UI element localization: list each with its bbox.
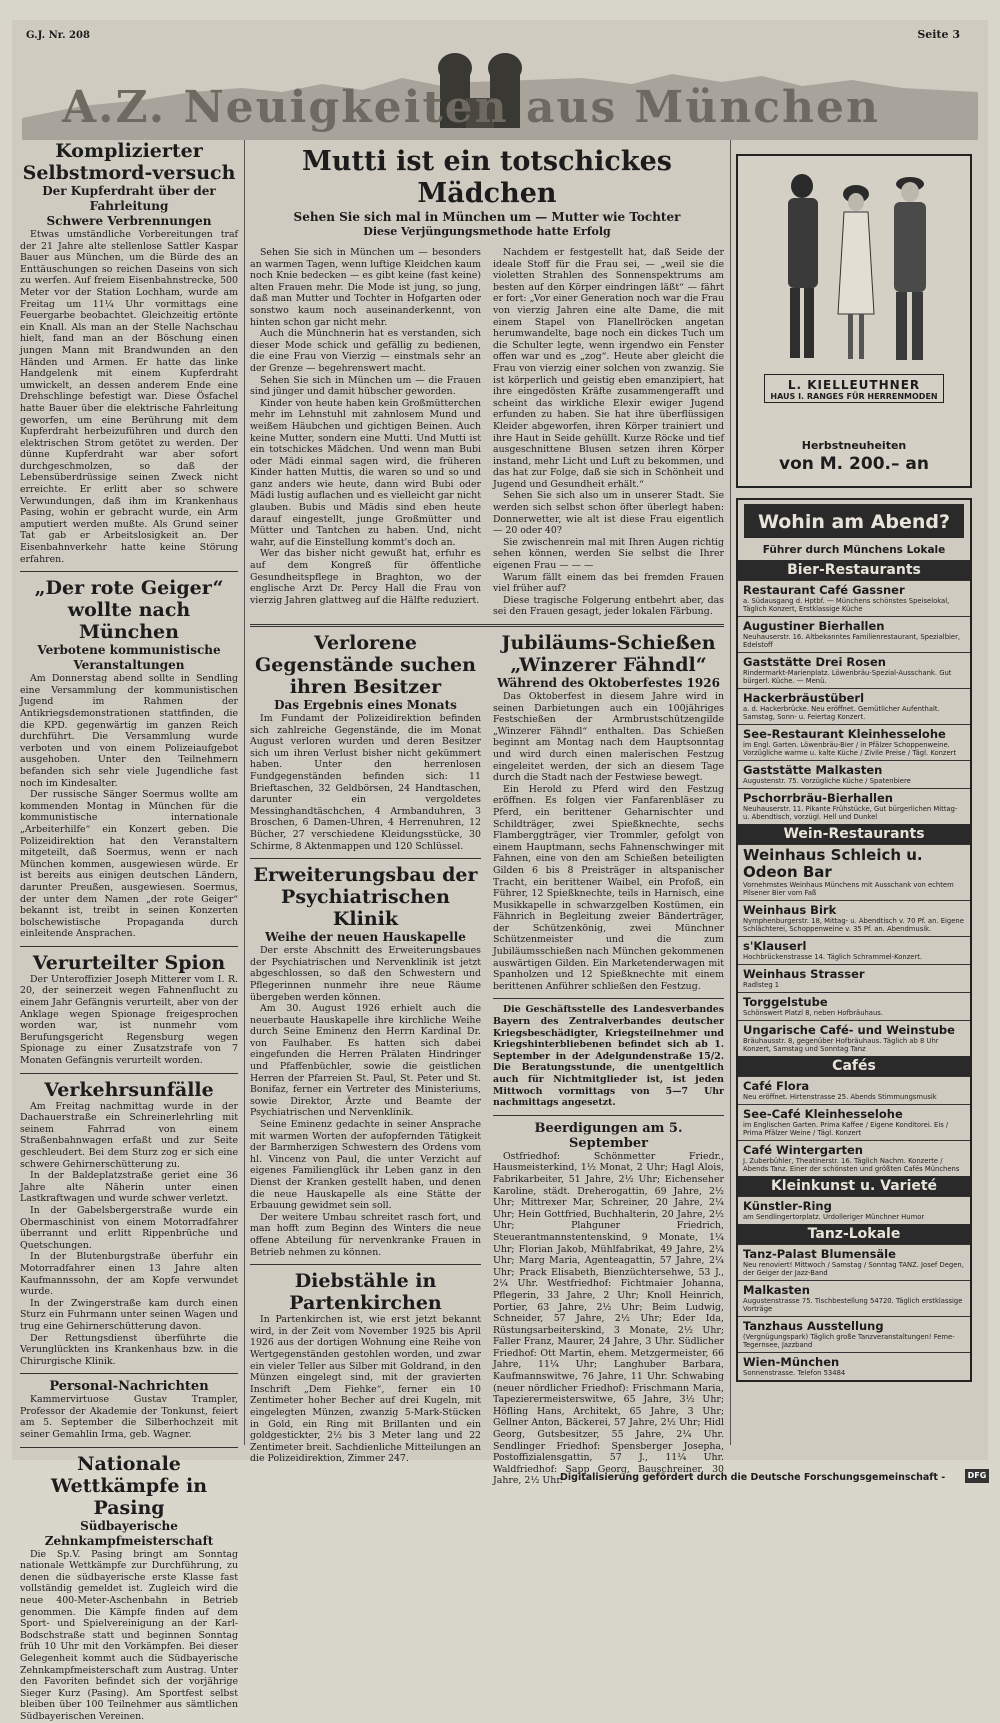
column-right [736,140,972,1382]
section-cafes: Cafés [738,1056,970,1076]
entry-desc: (Vergnügungspark) Täglich große Tanzveranstaltungen! Feme-Tegernsee, Jazzband [743,1333,955,1349]
article-paragraph: Nachdem er festgestellt hat, daß Seide der ideale Stoff für die Frau sei, — „weil sie die violetten Strahlen des Sonnenspektrums am besten auf den Körper eindringen läßt“ — fährt er fort: „Vor einer Generation noch war die Frau von vierzig Jahren eine alte Dame, die mit einem Stapel von Flanellröcken angetan herumwandelte, bage noch ein dickes Tuch um die Schulter legte, wenn irgendwo ein Fenster offen war und es „zog“. Heute aber gleicht die Frau von vierzig einer solchen von zwanzig. Sie ist körperlich und geistig eben emanzipiert, hat ihre eingedösten Kräfte zusammengerafft und scheint das wirkliche Elexir ewiger Jugend erfunden zu haben. Sie hat ihre überflüssigen Kleider abgeworfen, ihren Körper trainiert und ihre Haut in Seide gehüllt. Kurze Röcke und tief ausgeschnittene Blusen setzen ihren Körper instand, mehr Licht und Luft zu bekommen, und das hat zur Folge, daß sie sich in Schönheit und Jugend und Gesundheit erhält.“ [493,247,724,490]
divider [20,1073,238,1074]
article-paragraph: Am Freitag nachmittag wurde in der Dachauerstraße ein Schreinerlehrling mit seinem Fahrrad von einem Straßenbahnwagen erfaßt und zur Seite geschleudert. Bei dem Sturz zog er sich eine schwere Gehirnerschütterung zu. [20,1100,238,1170]
fashion-figures-illustration [752,164,958,374]
entry-desc: im Englischen Garten. Prima Kaffee / Eigene Konditorei. Eis / Prima Pfälzer Weine / Tägl. Konzert [743,1121,949,1137]
entry-name: Tanz-Palast Blumensäle [743,1247,896,1261]
column-center [250,140,724,1487]
entry-name: Wien-München [743,1355,840,1369]
entry-desc: Rindermarkt-Marienplatz. Löwenbräu-Spezial-Ausschank. Gut bürgerl. Küche. — Menü. [743,669,952,685]
article-paragraph: Kammervirtuose Gustav Trampler, Professor der Akademie der Tonkunst, feiert am 5. September die Silberhochzeit mit seiner Gemahlin Irma, geb. Wagner. [20,1394,238,1441]
article-paragraph: Ostfriedhof: Schönmetter Friedr., Hausmeisterkind, 1½ Monat, 2 Uhr; Hagl Alois, Fabrikarbeiter, 51 Jahre, 2½ Uhr; Eichenseher Karoline, städt. Dreherogattin, 69 Jahre, 2½ Uhr; Mittrexer Mar, Schreiner, 20 Jahre, 2¼ Uhr; Hein Gottfried, Buchhalterin, 20 Jahre, 2½ Uhr; Plahguner Friedrich, Steuerantmannstentenskind, 9 Monate, 1¼ Uhr; Florian Jakob, Mühlfabrikat, 49 Jahre, 2¼ Uhr; Marg Maria, Agenteagattin, 57 Jahre, 2¼ Uhr; Prack Elisabeth, Bienzüchtersehwe, 53 J., 2¼ Uhr. Westfriedhof: Fichtmaier Johanna, Pflegerin, 33 Jahre, 2 Uhr; Knoll Heinrich, Portier, 63 Jahre, 2½ Uhr; Beim Ludwig, Schneider, 57 Jahre, 2½ Uhr; Eder Ida, Rüstungsarbeiterskind, 3 Monate, 2½ Uhr; Faller Franz, Maurer, 24 Jahre, 3 Uhr. Südlicher Friedhof: Ott Martin, ehem. Metzgermeister, 66 Jahre, 11¼ Uhr; Langhuber Barbara, Kaufmannswitwe, 76 Jahre, 11 Uhr. Schwabing (neuer nördlicher Friedhof): Frischmann Maria, Tapezierermeisterswitwe, 65 Jahre, 3½ Uhr; Höfling Hans, Architekt, 65 Jahre, 3 Uhr; Gellner Anton, Bäckerei, 57 Jahre, 2½ Uhr; Hidl Georg, Gutsbesitzer, 55 Jahre, 2¼ Uhr. Sendlinger Friedhof: Spensberger Josepha, Postoffizialensgattin, 57 J., 11¼ Uhr. Waldfriedhof: Sapp Georg, Bauschreiner, 30 Jahre, 2½ Uhr. [493,1150,724,1487]
article-paragraph: Ein Herold zu Pferd wird den Festzug eröffnen. Es folgen vier Fanfarenbläser zu Pferd, ein berittener Geharnischter und Schildträger, zwei Spießknechte, sechs Flamberggträger, vier Trommler, gefolgt von einem Hauptmann, sechs Fahnenschwinger mit Fahnen, eine von den am Schießen beteiligten Gilden 6 bis 8 Preisträger in altspanischer Tracht, ein berittener Waibel, ein Profoß, ein Führer, 12 Spießknechte, teils in Harnisch, eine Musikkapelle in schwarzgelben Kostümen, ein Fähnrich in Begleitung zweier Bänderträger, der Schützenkönig, zwei Münchner Schützenmeister und die zum Jubiläumsschießen nach München gekommenen auswärtigen Gilden. Ein Marketenderwagen mit Spanholzen und 12 Spießknechte mit einem berittenen Anführer schließen den Festzug. [493,783,724,992]
subhead: Verbotene kommunistische Veranstaltungen [37,643,221,673]
subhead: Südbayerische Zehnkampfmeisterschaft [44,1518,214,1548]
divider [20,571,238,572]
entry-desc: Neu renoviert! Mittwoch / Samstag / Sonntag TANZ. Josef Degen, der Geiger der Jazz-Band [743,1261,964,1277]
divider [20,1447,238,1448]
entry-desc: Nymphenburgerstr. 18, Mittag- u. Abendtisch v. 70 Pf. an. Eigene Schlächterei, Schoppenweine v. 35 Pf. an. Abendmusik. [743,917,964,933]
ad-herbst-text: Herbstneuheiten [801,439,907,452]
headline-diebstaehle: Diebstähle in Partenkirchen [289,1270,442,1315]
guide-entry [738,936,970,964]
guide-entry [738,1140,970,1176]
guide-subtitle: Führer durch Münchens Lokale [762,544,946,556]
article-paragraph: In der Blutenburgstraße überfuhr ein Motorradfahrer einen 13 Jahre alten Kaufmannssohn, der am Kopfe verwundet wurde. [20,1251,238,1298]
guide-entry [738,1244,970,1280]
guide-entry [738,688,970,724]
article-paragraph: Sehen Sie sich in München um — die Frauen sind jünger und damit hübscher geworden. [250,374,481,398]
brand-subtitle: HAUS I. RANGES FÜR HERRENMODEN [770,392,938,401]
entry-desc: Radlsteg 1 [743,981,780,989]
entry-name: Restaurant Café Gassner [743,583,905,597]
entry-desc: J. Zuberbühler, Theatinerstr. 16. Täglich Nachm. Konzerte / Abends Tanz. Einer der schönsten und größten Cafés Münchens [743,1157,960,1173]
subhead: Diese Verjüngungsmethode hatte Erfolg [363,225,611,238]
subhead: Weihe der neuen Hauskapelle [265,930,466,945]
entry-desc: Hochbrückenstrasse 14. Täglich Schrammel-Konzert. [743,953,923,961]
article-paragraph: Die Sp.V. Pasing bringt am Sonntag nationale Wettkämpfe zur Durchführung, zu denen die südbayerische erste Klasse fast vollständig gemeldet ist. Zugleich wird die neue 400-Meter-Aschenbahn in Betrieb genommen. Die Kämpfe finden auf dem Sport- und Spielvereinigung an der Karl-Bodschstraße statt und beginnen Sonntag früh 10 Uhr mit den Vorkämpfen. Bei dieser Gelegenheit kommt auch die Südbayerische Zehnkampfmeisterschaft zum Austrag. Unter den Favoriten befindet sich der vorjährige Sieger Kurz (Pasing). Am Sportfest selbst bleiben über 100 Teilnehmer aus sämtlichen Südbayerischen Vereinen. [20,1548,238,1722]
guide-entry [738,992,970,1020]
headline-selbstmord: Komplizierter Selbstmord-versuch [22,140,236,184]
guide-entry [738,580,970,616]
entry-name: Augustiner Bierhallen [743,619,885,633]
subhead: Während des Oktoberfestes 1926 [497,676,720,690]
guide-entry [738,1196,970,1224]
guide-entry [738,788,970,824]
article-paragraph: Der Unteroffizier Joseph Mitterer vom I. R. 20, der seinerzeit wegen Fahnenflucht zu einem Jahr Gefängnis verurteilt, aber von der Anklage wegen Spionage freigesprochen worden war, ist nunmehr vom Berufungsgericht Regensburg wegen Spionage zu einer Zusatzstrafe von 7 Monaten Gefängnis verurteilt worden. [20,973,238,1067]
article-paragraph: Sehen Sie sich also um in unserer Stadt. Sie werden sich selbst schon öfter überlegt haben: Donnerwetter, wie alt ist diese Frau eigentlich — 20 oder 40? [493,490,724,537]
headline-wettkaempfe: Nationale Wettkämpfe in Pasing [50,1452,208,1519]
fashion-advertisement [736,154,972,488]
entry-name: Gaststätte Malkasten [743,763,883,777]
divider [250,1264,481,1265]
page-header-right: Seite 3 [917,28,960,41]
article-paragraph: In der Zwingerstraße kam durch einen Sturz ein Fuhrmann unter seinen Wagen und trug eine Gehirnerschütterung davon. [20,1297,238,1332]
article-paragraph: In der Gabelsbergerstraße wurde ein Obermaschinist von einem Motorradfahrer überrannt und erlitt Rippenbrüche und Quetschungen. [20,1204,238,1251]
entry-name: Torggelstube [743,995,828,1009]
column-left [20,140,238,1723]
banner-title: A.Z. Neuigkeiten aus München [62,82,880,133]
entry-desc: Bräuhausstr. 8, gegenüber Hofbräuhaus. Täglich ab 8 Uhr Konzert, Samstag und Sonntag Tanz [743,1037,939,1053]
guide-entry [738,964,970,992]
entry-name: Künstler-Ring [743,1199,832,1213]
headline-verkehrsunfaelle: Verkehrsunfälle [44,1078,214,1101]
entry-desc: im Engl. Garten. Löwenbräu-Bier / in Pfälzer Schoppenweine. Vorzügliche warme u. kalte Küche / Zivile Preise / Tägl. Konzert [743,741,957,757]
ad-price: von M. 200.– an [778,454,929,474]
entry-name: See-Restaurant Kleinhesselohe [743,727,946,741]
entry-name: See-Café Kleinhesselohe [743,1107,903,1121]
article-paragraph: Etwas umständliche Vorbereitungen traf der 21 Jahre alte stellenlose Sattler Kaspar Bauer aus München, um die Bürde des an Enttäuschungen so reichen Daseins von sich zu werfen. Auf freiem Eisenbahnstrecke, 500 Meter vor der Station Lochham, wurde am Freitag um 11¼ Uhr vormittags eine Feuergarbe beobachtet. Gleichzeitig ertönte ein Knall. Als man an der Stelle Nachschau hielt, fand man an der Böschung einen jungen Mann mit Brandwunden an den Händen und Armen. Er hatte das linke Handgelenk mit einem Kupferdraht umwickelt, an dessen anderem Ende eine Drehschlinge befestigt war. Diese Ösfachel hatte Bauer über die elektrische Fahrleitung geworfen, um eine Berührung mit dem Kupferdraht herbeizuführen und durch den elektrischen Strom getötet zu werden. Der dünne Kupferdraht war aber sofort durchgeschmolzen, so daß der Lebensüberdrüssige seinen Zweck nicht erreichte. Er erlitt aber so schwere Verwundungen, daß ihm im Krankenhaus Pasing, wohin er gebracht wurde, ein Arm amputiert werden mußte. Als Grund seiner Tat gab er Arbeitslosigkeit an. Der Eisenbahnverkehr hatte keine Störung erfahren. [20,229,238,565]
guide-entry [738,1104,970,1140]
entry-name: Café Wintergarten [743,1143,863,1157]
entry-desc: a. Südausgang d. Hptbf. — Münchens schönstes Speiselokal, Täglich Konzert, Erstklassige Küche [743,597,950,613]
article-paragraph: Der Rettungsdienst überführte die Verunglückten ins Krankenhaus bzw. in die Chirurgische Klinik. [20,1332,238,1367]
digitization-credit: Digitalisierung gefördert durch die Deutsche Forschungsgemeinschaft - [560,1472,946,1483]
entry-desc: am Sendlingertorplatz. Urdolleriger Münchner Humor [743,1213,925,1221]
guide-entry [738,1020,970,1056]
entry-name: Hackerbräustüberl [743,691,865,705]
restaurant-guide [736,498,972,1382]
guide-title: Wohin am Abend? [744,504,964,538]
divider [493,1115,724,1116]
article-paragraph: Diese tragische Folgerung entbehrt aber, das sei den Frauen gesagt, jeder lokalen Färbung. [493,594,724,618]
subhead: Schwere Verbrennungen [46,214,212,228]
entry-name: Café Flora [743,1079,810,1093]
guide-entry [738,1076,970,1104]
entry-name: Weinhaus Schleich u. Odeon Bar [743,846,923,881]
entry-desc: Schönswert Platzl 8, neben Hofbräuhaus. [743,1009,883,1017]
notice-paragraph: Die Geschäftsstelle des Landesverbandes Bayern des Zentralverbandes deutscher Kriegsbeschädigter, Kriegsteilnehmer und Kriegshinterbliebenen befindet sich ab 1. September in der Adelgundenstraße 15/2. Die Beratungsstunde, die unentgeltlich auch für Nichtmitglieder ist, ist jeden Mittwoch vormittags von 5—7 Uhr nachmittags angesetzt. [493,1004,724,1109]
divider [250,858,481,859]
article-paragraph: Am 30. August 1926 erhielt auch die neuerbaute Hauskapelle ihre kirchliche Weihe durch Seine Eminenz den Herrn Kardinal Dr. von Faulhaber. Es hatten sich dabei eingefunden die Herren Prälaten Hindringer und Pfaffenbüchler, sowie die geistlichen Herren der Pfarreien St. Paul, St. Peter und St. Bonifaz, ferner ein Vertreter des Ministeriums, sowie Direktor, Ärzte und Beamte der Psychiatrischen und Nervenklinik. [250,1003,481,1119]
guide-entry [738,900,970,936]
article-paragraph: Der russische Sänger Soermus wollte am kommenden Montag in München für die kommunistische internationale „Arbeiterhilfe“ ein Konzert geben. Die Polizeidirektion hat den Veranstaltern mitgeteilt, daß Soermus, wenn er nach München kommen, ausgewiesen würde. Er ist bereits aus einigen deutschen Ländern, darunter Preußen, ausgewiesen. Soermus, der unter dem Namen „der rote Geiger“ bekannt ist, treibt in seinen Konzerten bolschewistische Propaganda durch einleitende Ansprachen. [20,789,238,940]
subhead: Sehen Sie sich mal in München um — Mutter wie Tochter [293,210,681,224]
section-tanz: Tanz-Lokale [738,1224,970,1244]
article-paragraph: Kinder von heute haben kein Großmütterchen mehr im Lehnstuhl mit zahnlosem Mund und weißem Häubchen und gichtigen Beinen. Auch keine Mutter, sondern eine Mutti. Und Mutti ist ein totschickes Mädchen. Und wenn man Bubi oder Mädi einmal sagen wird, die früheren Kinder hatten Muttis, die waren so und so und ganz anders wie heute, dann wird Bubi oder Mädi lustig auflachen und es vielleicht gar nicht glauben. Bubis und Mädis sind eben heute darauf eingestellt, junge Großmütter und Mütter und Tantchen zu haben. Und, nicht wahr, auf die Einstellung kommt's doch an. [250,397,481,548]
entry-name: Tanzhaus Ausstellung [743,1319,884,1333]
headline-personal: Personal-Nachrichten [49,1379,209,1395]
article-paragraph: Sie zwischenrein mal mit Ihren Augen richtig sehen können, werden Sie selbst die Ihrer eigenen Frau — — — [493,536,724,572]
brand-name: L. KIELLEUTHNER [787,378,921,392]
subhead: Der Kupferdraht über der Fahrleitung [42,184,216,213]
entry-name: Pschorrbräu-Bierhallen [743,791,893,805]
guide-entry [738,1280,970,1316]
headline-beerdigungen: Beerdigungen am 5. September [534,1120,683,1151]
entry-name: Weinhaus Birk [743,903,837,917]
entry-desc: Neuhauserstr. 16. Altbekanntes Familienrestaurant, Spezialbier, Edelstoff [743,633,961,649]
entry-desc: Augustenstrasse 75. Tischbestellung 54720. Täglich erstklassige Vorträge [743,1297,963,1313]
section-kleinkunst: Kleinkunst u. Varieté [738,1176,970,1196]
page-header-left: G.J. Nr. 208 [26,30,90,41]
article-paragraph: In Partenkirchen ist, wie erst jetzt bekannt wird, in der Zeit vom November 1925 bis April 1926 aus der dortigen Wohnung eine Reihe von Wertgegenständen gestohlen worden, und zwar ein vieler Teller aus Silber mit Goldrand, in den Münzen eingelegt sind, mit der gravierten Inschrift „Dem Fiehke“, ferner ein 10 Zentimeter hoher Becher auf drei Kugeln, mit eingelegten Münzen, zwanzig 5-Mark-Stücken in Gold, ein Ring mit Brillanten und ein goldgestickter, 2½ bis 3 Meter lang und 22 Zentimeter breit. Sachdienliche Mitteilungen an die Polizeidirektion, Zimmer 247. [250,1314,481,1465]
article-paragraph: Im Fundamt der Polizeidirektion befinden sich zahlreiche Gegenstände, die im Monat August verloren wurden und deren Besitzer sich um ihren Verlust bisher nicht gekümmert haben. Unter den herrenlosen Fundgegenständen befinden sich: 11 Brieftaschen, 32 Geldbörsen, 24 Handtaschen, darunter ein vergoldetes Messinghandtäschchen, 4 Armbanduhren, 3 Broschen, 6 Damen-Uhren, 4 Herrenuhren, 12 Bücher, 27 verschiedene Kleidungsstücke, 30 Schirme, 8 Aktenmappen und 120 Schlüssel. [250,713,481,852]
section-bier: Bier-Restaurants [738,560,970,580]
divider [493,998,724,999]
article-paragraph: Wer das bisher nicht gewußt hat, erfuhr es auf dem Kongreß für öffentliche Gesundheitspflege in Braghton, wo der englische Arzt Dr. Percy Hall die Frau von vierzig Jahren glattweg auf die Hälfte reduziert. [250,548,481,606]
entry-name: Gaststätte Drei Rosen [743,655,886,669]
section-banner [22,48,978,140]
article-paragraph: Der weitere Umbau schreitet rasch fort, und man hofft zum Beginn des Winters die neue offene Abteilung für nervenkranke Frauen in Betrieb nehmen zu können. [250,1211,481,1258]
entry-desc: Neu eröffnet. Hirtenstrasse 25. Abends Stimmungsmusik [743,1093,937,1101]
headline-roter-geiger: „Der rote Geiger“ wollte nach München [34,577,224,644]
guide-entry [738,616,970,652]
article-paragraph: Auch die Münchnerin hat es verstanden, sich dieser Mode schick und gefällig zu bedienen, die eine Frau von Vierzig — einstmals sehr an der Grenze — begehrenswert macht. [250,328,481,374]
article-paragraph: In der Baldeplatzstraße geriet eine 36 Jahre alte Näherin unter einen Lastkraftwagen und wurde schwer verletzt. [20,1170,238,1205]
divider [20,946,238,947]
guide-entry [738,760,970,788]
headline-spion: Verurteilter Spion [32,951,226,974]
entry-name: Malkasten [743,1283,810,1297]
brand-box [764,374,944,403]
entry-desc: Neuhauserstr. 11. Pikante Frühstücke, Gut bürgerlichen Mittag- u. Abendtisch, vorzügl. Hell und Dunkel [743,805,958,821]
dfg-logo: DFG [965,1469,989,1483]
main-article-body [250,247,724,618]
entry-name: s'Klauserl [743,939,807,953]
divider [250,624,724,627]
article-paragraph: Warum fällt einem das bei fremden Frauen viel früher auf? [493,571,724,595]
subhead: Das Ergebnis eines Monats [274,698,457,712]
article-paragraph: Das Oktoberfest in diesem Jahre wird in seinen Darbietungen auch ein 100jähriges Festschießen der Armbrustschützengilde „Winzerer Fähndl“ enthalten. Das Schießen beginnt am Montag nach dem Hauptsonntag und wird durch einen malerischen Festzug eingeleitet werden, der sich an diesem Tage durch die Stadt nach der Festwiese bewegt. [493,691,724,784]
headline-verlorene: Verlorene Gegenstände suchen ihren Besitzer [255,632,476,698]
entry-desc: Augustenstr. 75. Vorzügliche Küche / Spatenbiere [743,777,911,785]
headline-klinik: Erweiterungsbau der Psychiatrischen Klinik [253,864,478,931]
article-paragraph: Der erste Abschnitt des Erweiterungsbaues der Psychiatrischen und Nervenklinik ist jetzt abgeschlossen, so daß den Schwestern und Pflegerinnen nunmehr ihre neue Räume übergeben werden können. [250,945,481,1003]
divider [20,1373,238,1374]
lower-articles [250,632,724,1487]
guide-entry [738,1316,970,1352]
entry-name: Weinhaus Strasser [743,967,865,981]
article-paragraph: Sehen Sie sich in München um — besonders an warmen Tagen, wenn luftige Kleidchen kaum noch Knie bedecken — es gibt keine (fast keine) alten Frauen mehr. Die Mode ist jung, so jung, daß man Mutter und Tochter in Hofgarten oder sonstwo kaum noch auseinanderkennt, von hinten schon gar nicht mehr. [250,247,481,328]
column-rule [244,140,245,1445]
guide-entry [738,652,970,688]
article-paragraph: Seine Eminenz gedachte in seiner Ansprache mit warmen Worten der aufopfernden Tätigkeit der Barmherzigen Schwestern des Ordens vom hl. Vincenz von Paul, die unter Verzicht auf eigenes Familienglück ihr Leben ganz in den Dienst der Kranken gestellt haben, und denen die neue Hauskapelle als eine Stätte der Erbauung gewidmet sein soll. [250,1119,481,1212]
guide-entry [738,844,970,900]
entry-desc: Sonnenstrasse. Telefon 53484 [743,1369,846,1377]
entry-desc: a. d. Hackerbrücke. Neu eröffnet. Gemütlicher Aufenthalt. Samstag, Sonn- u. Feiertag Konzert. [743,705,940,721]
column-rule [730,140,731,1445]
article-paragraph: Am Donnerstag abend sollte in Sendling eine Versammlung der kommunistischen Jugend im Rahmen der Antikriegsdemonstrationen stattfinden, die die KPD. gegenwärtig im ganzen Reich durchführt. Die Versammlung wurde verboten und von einem Polizeiaufgebot ausgehoben. Unter den Teilnehmern befanden sich sehr viele Jugendliche fast noch im Kindesalter. [20,673,238,789]
entry-desc: Vornehmstes Weinhaus Münchens mit Ausschank von echtem Pilsener Bier vom Faß [743,881,954,897]
section-wein: Wein-Restaurants [738,824,970,844]
headline-mutti: Mutti ist ein totschickes Mädchen [302,146,672,209]
guide-entry [738,724,970,760]
headline-jubilaeum: Jubiläums-Schießen „Winzerer Fähndl“ [501,632,716,676]
entry-name: Ungarische Café- und Weinstube [743,1023,955,1037]
guide-entry [738,1352,970,1380]
